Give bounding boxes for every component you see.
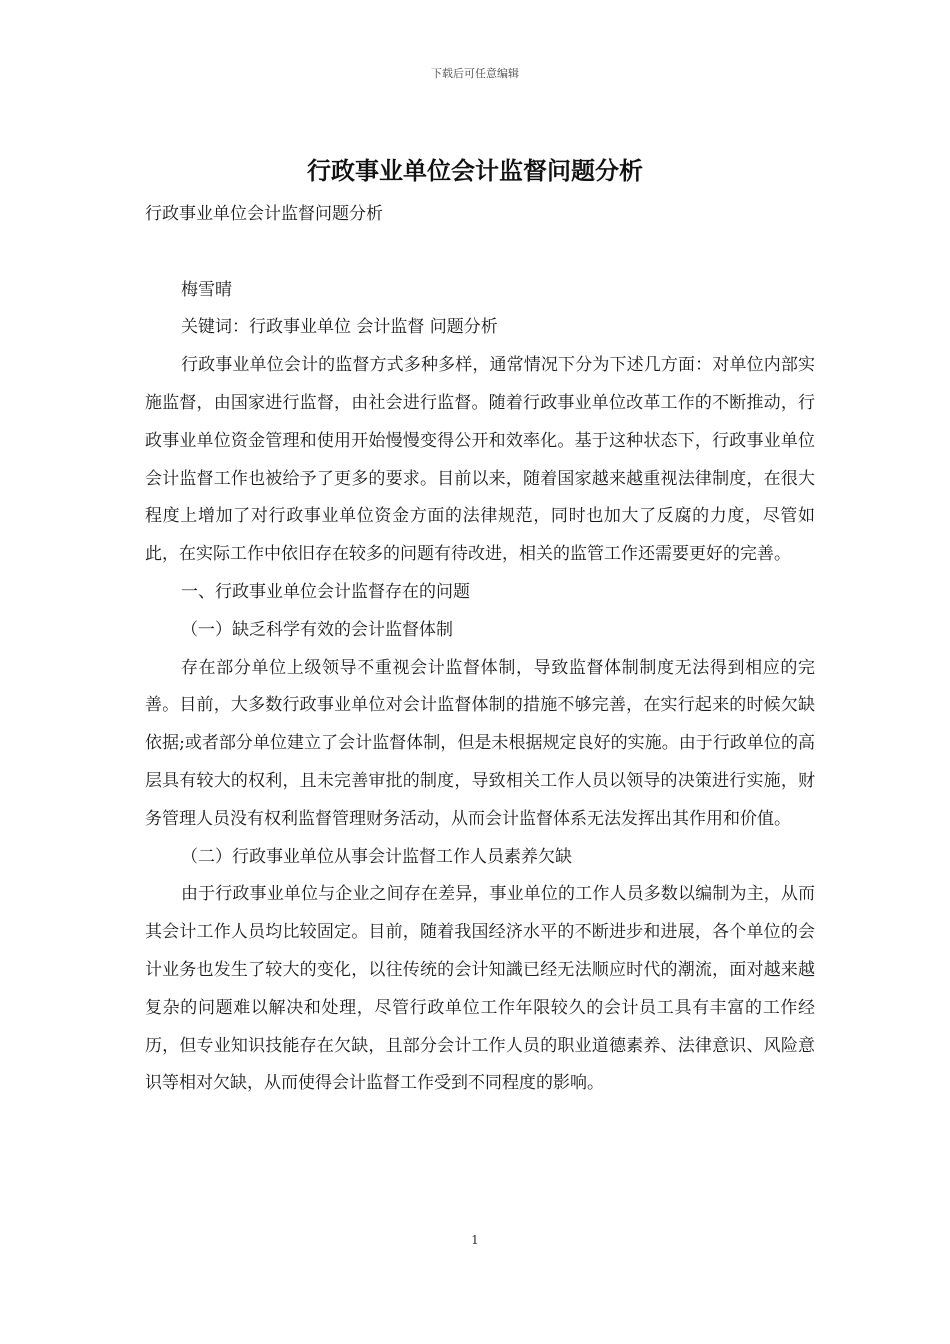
subsection-heading-2: （二）行政事业单位从事会计监督工作人员素养欠缺: [181, 846, 572, 867]
blank-line: [145, 234, 815, 272]
subsection-heading-1: （一）缺乏科学有效的会计监督体制: [181, 619, 453, 640]
section-heading-1: 一、行政事业单位会计监督存在的问题: [181, 581, 470, 602]
page-header-note: 下载后可任意编辑: [431, 67, 519, 80]
paragraph-1: 存在部分单位上级领导不重视会计监督体制，导致监督体制制度无法得到相应的完善。目前，大多数行政事业单位对会计监督体制的措施不够完善，在实行起来的时候欠缺依据;或者部分单位建立了会计监督体制，但是未根据规定良好的实施。由于行政单位的高层具有较大的权利，且未完善审批的制度，导致相关工作人员以领导的决策进行实施，财务管理人员没有权利监督管理财务活动，从而会计监督体系无法发挥出其作用和价值。: [145, 657, 815, 829]
author-name: 梅雪晴: [181, 279, 232, 300]
document-title: 行政事业单位会计监督问题分析: [307, 156, 643, 185]
keywords-line: 关键词：行政事业单位 会计监督 问题分析: [181, 317, 498, 338]
paragraph-intro: 行政事业单位会计的监督方式多种多样，通常情况下分为下述几方面：对单位内部实施监督，由国家进行监督，由社会进行监督。随着行政事业单位改革工作的不断推动，行政事业单位资金管理和使用开始慢慢变得公开和效率化。基于这种状态下，行政事业单位会计监督工作也被给予了更多的要求。目前以来，随着国家越来越重视法律制度，在很大程度上增加了对行政事业单位资金方面的法律规范，同时也加大了反腐的力度，尽管如此，在实际工作中依旧存在较多的问题有待改进，相关的监管工作还需要更好的完善。: [145, 355, 815, 565]
page-number: 1: [471, 1233, 479, 1247]
paragraph-2: 由于行政事业单位与企业之间存在差异，事业单位的工作人员多数以编制为主，从而其会计工作人员均比较固定。目前，随着我国经济水平的不断进步和进展，各个单位的会计业务也发生了较大的变化，以往传统的会计知識已经无法顺应时代的潮流，面对越来越复杂的问题难以解决和处理，尽管行政单位工作年限较久的会计员工具有丰富的工作经历，但专业知识技能存在欠缺，且部分会计工作人员的职业道德素养、法律意识、风险意识等相对欠缺，从而使得会计监督工作受到不同程度的影响。: [145, 884, 815, 1094]
document-subtitle: 行政事业单位会计监督问题分析: [145, 204, 383, 224]
document-body: [145, 196, 815, 1103]
